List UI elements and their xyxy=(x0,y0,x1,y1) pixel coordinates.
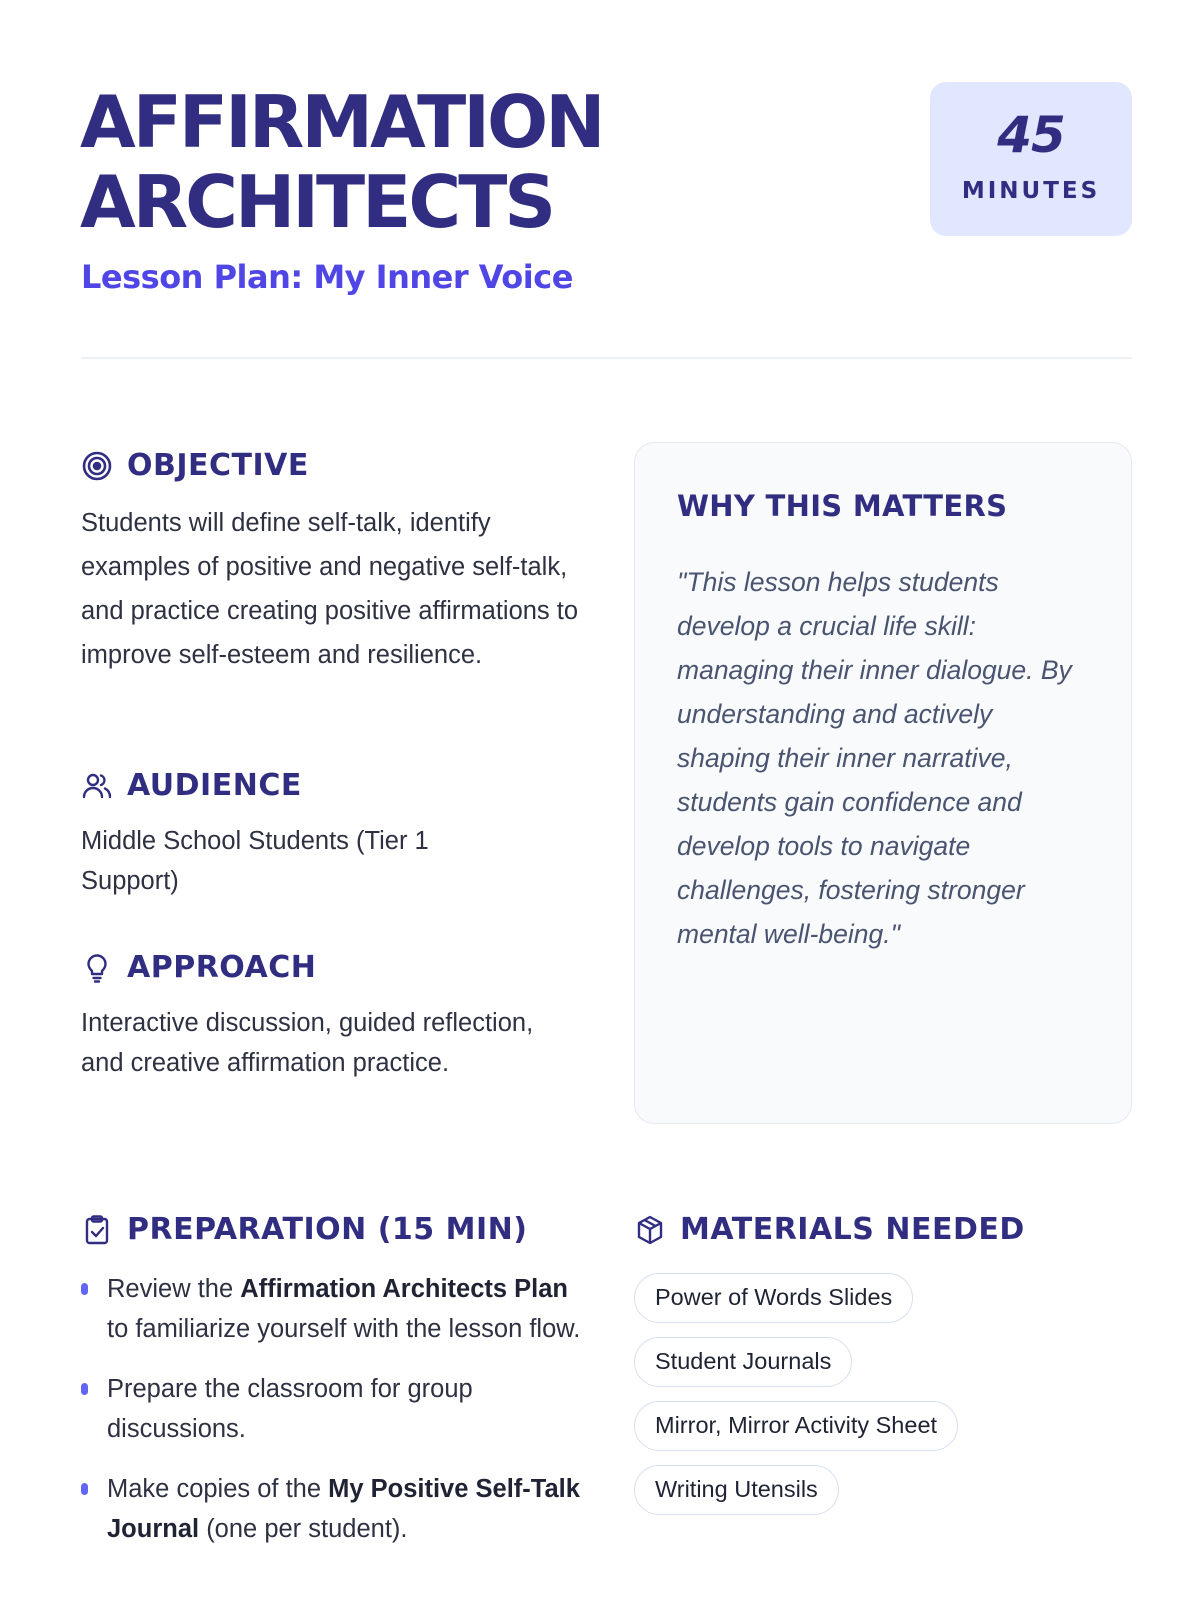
approach-text: Interactive discussion, guided reflection, and creative affirmation practice. xyxy=(81,1009,534,1077)
clipboard-check-icon xyxy=(81,1214,113,1246)
prep-item-3: Make copies of the My Positive Self-Talk Journal (one per student). xyxy=(81,1469,581,1549)
duration-unit: MINUTES xyxy=(961,178,1101,204)
audience-section xyxy=(81,768,601,901)
approach-heading xyxy=(81,950,601,985)
header-divider xyxy=(81,357,1132,359)
lesson-subtitle: Lesson Plan: My Inner Voice xyxy=(81,258,573,296)
users-icon xyxy=(81,770,113,802)
objective-section xyxy=(81,448,601,677)
audience-heading xyxy=(81,768,601,803)
duration-badge xyxy=(930,82,1132,236)
why-quote: "This lesson helps students develop a crucial life skill: managing their inner dialogue. By understanding and actively shaping their inner narrative, students gain confidence and develop tools to navigate challenges, fostering stronger mental well-being." xyxy=(677,567,1072,949)
title-line-2: ARCHITECTS xyxy=(80,160,554,244)
prep-item-2: Prepare the classroom for group discussions. xyxy=(81,1369,581,1449)
approach-section xyxy=(81,950,601,1083)
objective-text: Students will define self-talk, identify examples of positive and negative self-talk, and practice creating positive affirmations to improve self-esteem and resilience. xyxy=(81,509,579,669)
preparation-list xyxy=(81,1269,581,1549)
preparation-heading xyxy=(81,1212,601,1247)
prep-item-1: Review the Affirmation Architects Plan to familiarize yourself with the lesson flow. xyxy=(81,1269,581,1349)
material-pill: Writing Utensils xyxy=(634,1465,839,1515)
lightbulb-icon xyxy=(81,952,113,984)
why-this-matters-card xyxy=(634,442,1132,1124)
box-icon xyxy=(634,1214,666,1246)
lesson-title xyxy=(80,82,602,242)
material-pill: Power of Words Slides xyxy=(634,1273,913,1323)
materials-heading-text: MATERIALS NEEDED xyxy=(680,1212,1025,1247)
material-pill: Mirror, Mirror Activity Sheet xyxy=(634,1401,958,1451)
title-line-1: AFFIRMATION xyxy=(80,80,603,164)
duration-value: 45 xyxy=(997,106,1065,164)
material-pill: Student Journals xyxy=(634,1337,852,1387)
why-heading: WHY THIS MATTERS xyxy=(677,489,1008,523)
objective-heading-text: OBJECTIVE xyxy=(127,448,309,483)
materials-section xyxy=(634,1212,1134,1515)
audience-text: Middle School Students (Tier 1 Support) xyxy=(81,827,429,895)
preparation-heading-text: PREPARATION (15 MIN) xyxy=(127,1212,528,1247)
objective-heading xyxy=(81,448,601,483)
materials-list xyxy=(634,1273,1134,1515)
target-icon xyxy=(81,450,113,482)
audience-heading-text: AUDIENCE xyxy=(127,768,302,803)
approach-heading-text: APPROACH xyxy=(127,950,317,985)
materials-heading xyxy=(634,1212,1134,1247)
preparation-section xyxy=(81,1212,601,1569)
